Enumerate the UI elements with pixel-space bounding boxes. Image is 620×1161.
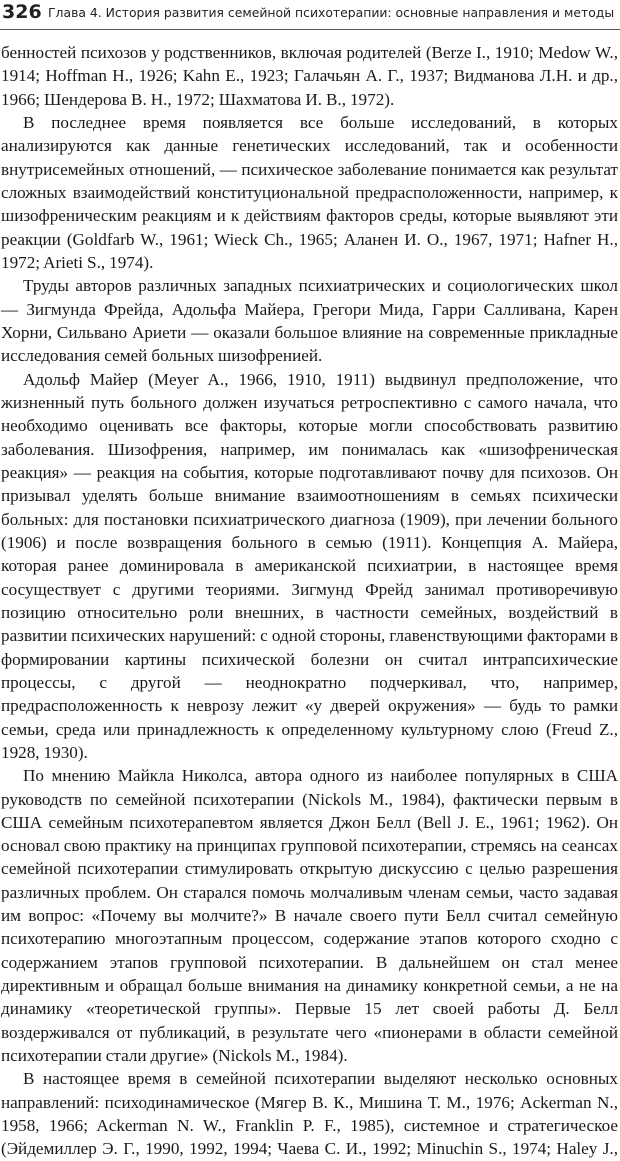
page-header bbox=[0, 0, 620, 30]
page-number: 326 bbox=[2, 1, 42, 23]
paragraph-3: Труды авторов различных западных психиатрических и социологических школ — Зигмунда Фрейда, Адольфа Майера, Грегори Мида, Гарри Салливана, Карен Хорни, Сильвано Ариети — оказали большое влияние на современные прикладные исследования семей больных шизофренией. bbox=[1, 276, 618, 366]
paragraph-2: В последнее время появляется все больше исследований, в которых анализируются как данные генетических исследований, так и особенности внутрисемейных отношений, — психическое заболевание понимается как результат сложных взаимодействий конституциональной предрасположенности, например, к шизофреническим реакциям и к действиям факторов среды, которые выявляют эти реакции (Goldfarb W., 1961; Wieck Ch., 1965; Аланен И. О., 1967, 1971; Hafner H., 1972; Arieti S., 1974). bbox=[1, 112, 618, 272]
paragraph-6: В настоящее время в семейной психотерапии выделяют несколько основных направлений: психодинамическое (Мягер В. К., Мишина Т. М., 1976; Ackerman N., 1958, 1966; Ackerman N. W., Franklin P. F., 1985), системное и стратегическое (Эйдемиллер Э. Г., 1990, 1992, 1994; Чаева С. И., 1992; Minuchin S., 1974; Haley J., bbox=[1, 1069, 618, 1159]
paragraph-4: Адольф Майер (Meyer A., 1966, 1910, 1911) выдвинул предположение, что жизненный путь больного должен изучаться ретроспективно с самого начала, что необходимо оценивать все факторы, которые могли способствовать развитию заболевания. Шизофрения, например, им понималась как «шизофреническая реакция» — реакция на события, которые подготавливают почву для психозов. Он призывал уделять больше внимание взаимоотношениям в семьях психически больных: для постановки психиатрического диагноза (1909), при лечении больного (1906) и после возвращения больного в семью (1911). Концепция А. Майера, которая ранее доминировала в американской психиатрии, в настоящее время сосуществует с другими теориями. Зигмунд Фрейд занимал противоречивую позицию относительно роли внешних, в частности семейных, воздействий в развитии психических нарушений: с одной стороны, главенствующими факторами в формировании картины психической болезни он считал интрапсихические процессы, с другой — неоднократно подчеркивал, что, например, предрасположенность к неврозу лежит «у дверей окружения» — будь то рамки семьи, среда или принадлежность к определенному культурному слою (Freud Z., 1928, 1930). bbox=[1, 369, 618, 762]
paragraph-5: По мнению Майкла Николса, автора одного из наиболее популярных в США руководств по семейной психотерапии (Nickols M., 1984), фактически первым в США семейным психотерапевтом является Джон Белл (Bell J. E., 1961; 1962). Он основал свою практику на принципах групповой психотерапии, стремясь на сеансах семейной психотерапии стимулировать открытую дискуссию с целью разрешения различных проблем. Он старался помочь молчаливым членам семьи, часто задавая им вопрос: «Почему вы молчите?» В начале своего пути Белл считал семейную психотерапию многоэтапным процессом, содержание этапов которого сходно с содержанием этапов групповой психотерапии. В дальнейшем он стал менее директивным и обращал больше внимания на динамику конкретной семьи, а не на динамику «теоретической группы». Первые 15 лет своей работы Д. Белл воздерживался от публикаций, в результате чего «пионерами в области семейной психотерапии стали другие» (Nickols M., 1984). bbox=[1, 766, 618, 1066]
paragraph-1: бенностей психозов у родственников, включая родителей (Berze I., 1910; Medow W., 1914; Hoffman H., 1926; Kahn E., 1923; Галачьян А. Г., 1937; Видманова Л.Н. и др., 1966; Шендерова В. Н., 1972; Шахматова И. В., 1972). bbox=[1, 43, 618, 109]
page-body bbox=[1, 41, 618, 1161]
chapter-title: Глава 4. История развития семейной психотерапии: основные направления и методы bbox=[48, 5, 615, 20]
